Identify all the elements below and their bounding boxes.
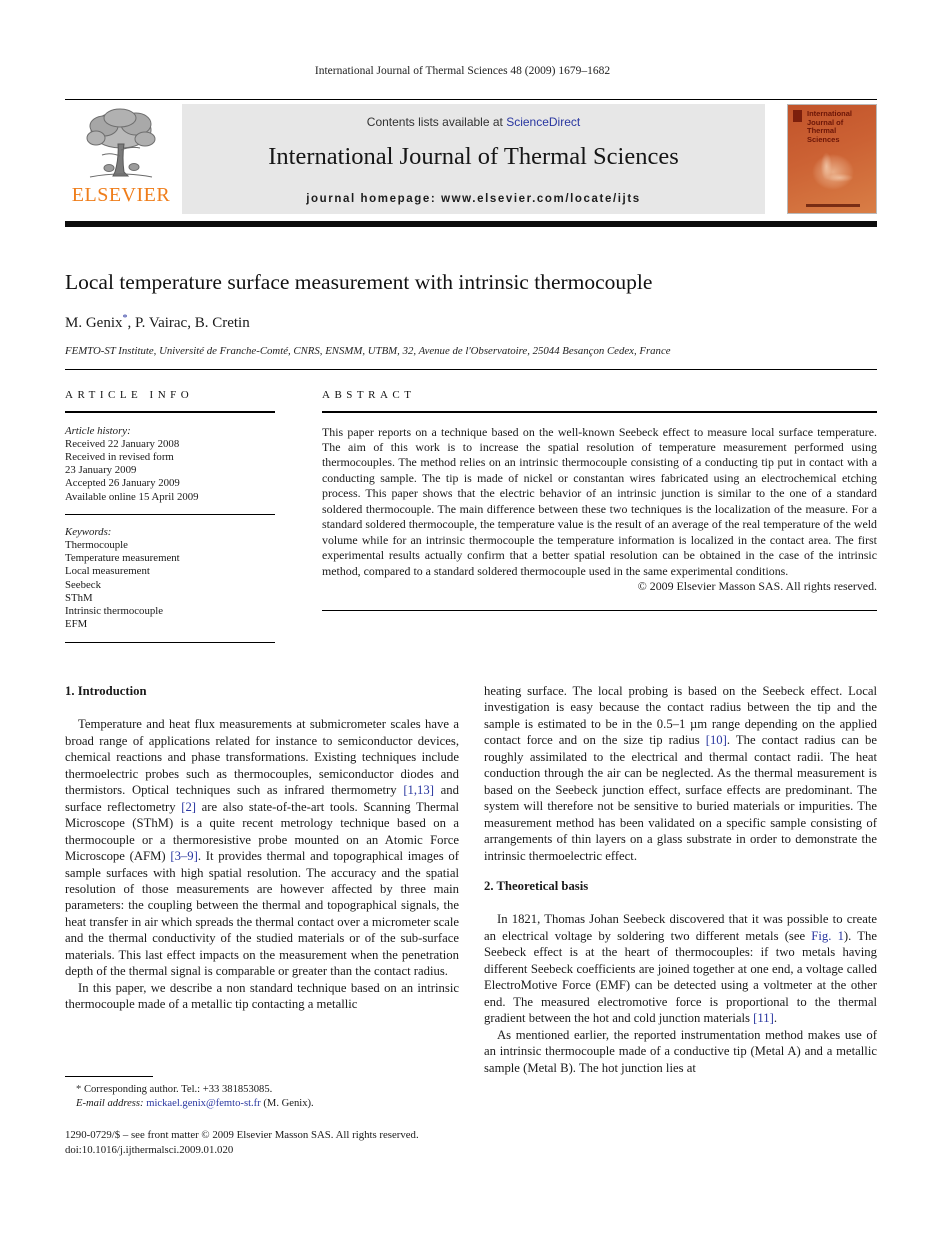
- theory-paragraph-2: [484, 1027, 877, 1076]
- theory-paragraph-1: [484, 911, 877, 1026]
- corresponding-author-marker[interactable]: *: [122, 313, 128, 324]
- issn-copyright-line: 1290-0729/$ – see front matter © 2009 Elsevier Masson SAS. All rights reserved.: [65, 1129, 419, 1141]
- title-block-rule: [65, 369, 877, 370]
- keyword-item: SThM: [65, 591, 93, 604]
- body-left-column: [65, 683, 459, 1013]
- masthead-center-panel: [182, 104, 765, 214]
- keyword-item: Seebeck: [65, 578, 101, 591]
- body-right-column: [484, 683, 877, 1076]
- article-title: Local temperature surface measurement with intrinsic thermocouple: [65, 270, 653, 294]
- text-segment: In this paper, we describe a non standard technique based on an intrinsic thermocouple made of a metallic tip contacting a metallic: [65, 980, 459, 1012]
- article-history-item: Available online 15 April 2009: [65, 490, 199, 503]
- elsevier-wordmark: ELSEVIER: [71, 184, 171, 206]
- info-bottom-rule: [65, 642, 275, 643]
- footnote-rule: [65, 1076, 153, 1077]
- article-history-item: 23 January 2009: [65, 464, 137, 477]
- text-segment: . It provides thermal and topographical images of sample surfaces with high spatial resolution. The accuracy and the spatial resolution of those measurements are however affected by three main parameters: the coupling between the thermal and topographical signals, the heat transfer in air which spreads the thermal contact over a micrometer scale and the thermal conductivity of the studied materials or of the sub-surface materials. This last effect impacts on the measurement when the penetration depth of the thermal signal is comparable or greater than the contact radius.: [65, 849, 459, 979]
- article-info-column: [65, 389, 275, 643]
- text-segment: ). The Seebeck effect is at the heart of thermocouples: if two metals having different Seebeck coefficients are joined together at one end, a voltage called ElectroMotive Force (EMF) can be detected using a voltmeter at the other end. The measured electromotive force is proportional to the thermal gradient between the hot and cold junction materials: [484, 928, 877, 1026]
- text-segment: Temperature and heat flux measurements at submicrometer scales have a broad range of applications related for instance to semiconductor devices, chemical reactions and phase transformations. Existing techniques include thermoelectric probes such as thermocouples, semiconductor diodes and thermistors. Optical techniques such as infrared thermometry: [65, 717, 459, 798]
- footnote-marker: *: [76, 1084, 82, 1095]
- top-rule: [65, 99, 877, 100]
- abstract-heading: ABSTRACT: [322, 389, 416, 401]
- text-segment: .: [773, 1011, 778, 1026]
- cover-thermal-image: [800, 143, 866, 201]
- author-list: [65, 313, 877, 332]
- citation-link[interactable]: Fig. 1: [811, 928, 844, 943]
- citation-link[interactable]: [3–9]: [170, 849, 198, 864]
- email-suffix: (M. Genix).: [260, 1097, 314, 1109]
- corresponding-author-note: [65, 1083, 475, 1097]
- contents-line-text: Contents lists available at: [366, 115, 507, 129]
- article-history-label: Article history:: [65, 424, 131, 437]
- journal-cover-thumbnail: [787, 104, 877, 214]
- corresponding-author-text: Corresponding author. Tel.: +33 381853085.: [81, 1084, 273, 1095]
- text-segment: . The contact radius can be roughly assimilated to the electrical and thermal contact radii. The heat conduction through the air can be neglected. As the thermal measurement is based on the Seebeck junction effect, surface effects are predominant. The system will therefore not be sensitive to buried materials or impurities. The measurement method has been validated on a specific sample consisting of arrangements of thin layers on a glass substrate in order to demonstrate the intrinsic thermoelectric effect.: [484, 733, 877, 863]
- intro-paragraph-1: [65, 716, 459, 979]
- abstract-copyright: © 2009 Elsevier Masson SAS. All rights reserved.: [637, 579, 877, 594]
- keyword-item: Intrinsic thermocouple: [65, 604, 164, 617]
- text-segment: are also state-of-the-art tools. Scanning Thermal Microscope (SThM) is a quite recent metrology technique based on a thermocouple or a thermoresistive probe mounted on an Atomic Force Microscope (AFM): [65, 799, 459, 864]
- intro-paragraph-2: [65, 980, 459, 1013]
- authors-rest: , P. Vairac, B. Cretin: [127, 315, 250, 331]
- section-heading-theoretical-basis: 2. Theoretical basis: [484, 878, 589, 893]
- elsevier-tree-icon: [82, 106, 160, 186]
- citation-link[interactable]: [1,13]: [403, 783, 434, 798]
- article-info-heading-rule: [65, 411, 275, 413]
- text-segment: heating surface. The local probing is based on the Seebeck effect. Local investigation is easy because the contact radius between the tip and the sample is estimated to be in the 0.5–1 µm range depending on the applied contact force and on the size tip radius: [484, 684, 877, 748]
- email-link[interactable]: mickael.genix@femto-st.fr: [146, 1097, 261, 1109]
- abstract-text: This paper reports on a technique based on the well-known Seebeck effect to measure local surface temperature. The aim of this work is to increase the spatial resolution of temperature measurement performed using thermocouples. The method relies on an intrinsic thermocouple consisting of a conducting tip put in contact with a conducting sample. The tip is made of nickel or constantan wires fabricated using an electrochemical etching process. This paper shows that the electric behavior of an intrinsic junction is similar to the one of a standard soldered thermocouple. The main difference between these two techniques is the localization of the measure. For a standard soldered thermocouple, the temperature value is the result of an average of the real temperature of the weld volume while for an intrinsic thermocouple the temperature information is localized in the contact area. The first experimental results actually confirm that a better spatial resolution can be obtained in the case of the intrinsic method, compared to a standard soldered thermocouple used in the same experimental conditions.: [322, 424, 877, 578]
- article-history-item: Received 22 January 2008: [65, 437, 180, 450]
- intro-paragraph-continued: [484, 683, 877, 864]
- citation-link[interactable]: [10]: [705, 733, 727, 748]
- section-heading-introduction: 1. Introduction: [65, 684, 147, 698]
- footnote-block: [65, 1076, 475, 1111]
- article-footer: [65, 1128, 545, 1157]
- keywords-divider-rule: [65, 514, 275, 515]
- sciencedirect-link[interactable]: ScienceDirect: [506, 115, 581, 129]
- keyword-item: EFM: [65, 618, 88, 631]
- keyword-item: Thermocouple: [65, 538, 128, 551]
- cover-caption-line: [806, 204, 860, 207]
- email-label: E-mail address:: [76, 1097, 144, 1109]
- journal-homepage-link[interactable]: journal homepage: www.elsevier.com/locate/ijts: [306, 193, 641, 205]
- article-history-item: Received in revised form: [65, 450, 174, 463]
- keyword-item: Local measurement: [65, 565, 150, 578]
- email-note: [65, 1097, 475, 1111]
- journal-title: International Journal of Thermal Sciences: [268, 143, 679, 170]
- text-segment: and surface reflectometry: [65, 783, 459, 814]
- keyword-item: Temperature measurement: [65, 552, 180, 565]
- author-genix: M. Genix: [65, 315, 123, 331]
- article-info-heading: ARTICLE INFO: [65, 389, 194, 401]
- text-segment: As mentioned earlier, the reported instrumentation method makes use of an intrinsic thermocouple made of a conductive tip (Metal A) and a metallic sample (Metal B). The hot junction lies at: [484, 1027, 877, 1075]
- cover-title: International Journal of Thermal Sciences: [807, 109, 853, 144]
- running-head: International Journal of Thermal Sciences 48 (2009) 1679–1682: [314, 65, 611, 77]
- doi-line: doi:10.1016/j.ijthermalsci.2009.01.020: [65, 1143, 234, 1156]
- text-segment: In 1821, Thomas Johan Seebeck discovered that it was possible to create an electrical voltage by soldering two different metals (see: [484, 912, 877, 943]
- keywords-label: Keywords:: [65, 525, 112, 538]
- article-history-list: [65, 438, 275, 504]
- citation-link[interactable]: [11]: [753, 1011, 774, 1026]
- cover-logo-icon: [793, 110, 802, 122]
- contents-line: [182, 104, 765, 129]
- article-history-item: Accepted 26 January 2009: [65, 477, 180, 490]
- abstract-bottom-rule: [322, 610, 877, 611]
- affiliation: FEMTO-ST Institute, Université de Franche-Comté, CNRS, ENSMM, UTBM, 32, Avenue de l'Observatoire, 25044 Besançon Cedex, France: [65, 345, 671, 357]
- masthead-bottom-bar: [65, 221, 877, 227]
- info-abstract-section: [65, 389, 877, 643]
- masthead: [65, 104, 877, 214]
- elsevier-logo: [65, 104, 177, 214]
- abstract-column: [322, 389, 877, 643]
- keywords-list: [65, 539, 275, 631]
- citation-link[interactable]: [2]: [181, 799, 197, 814]
- abstract-heading-rule: [322, 411, 877, 413]
